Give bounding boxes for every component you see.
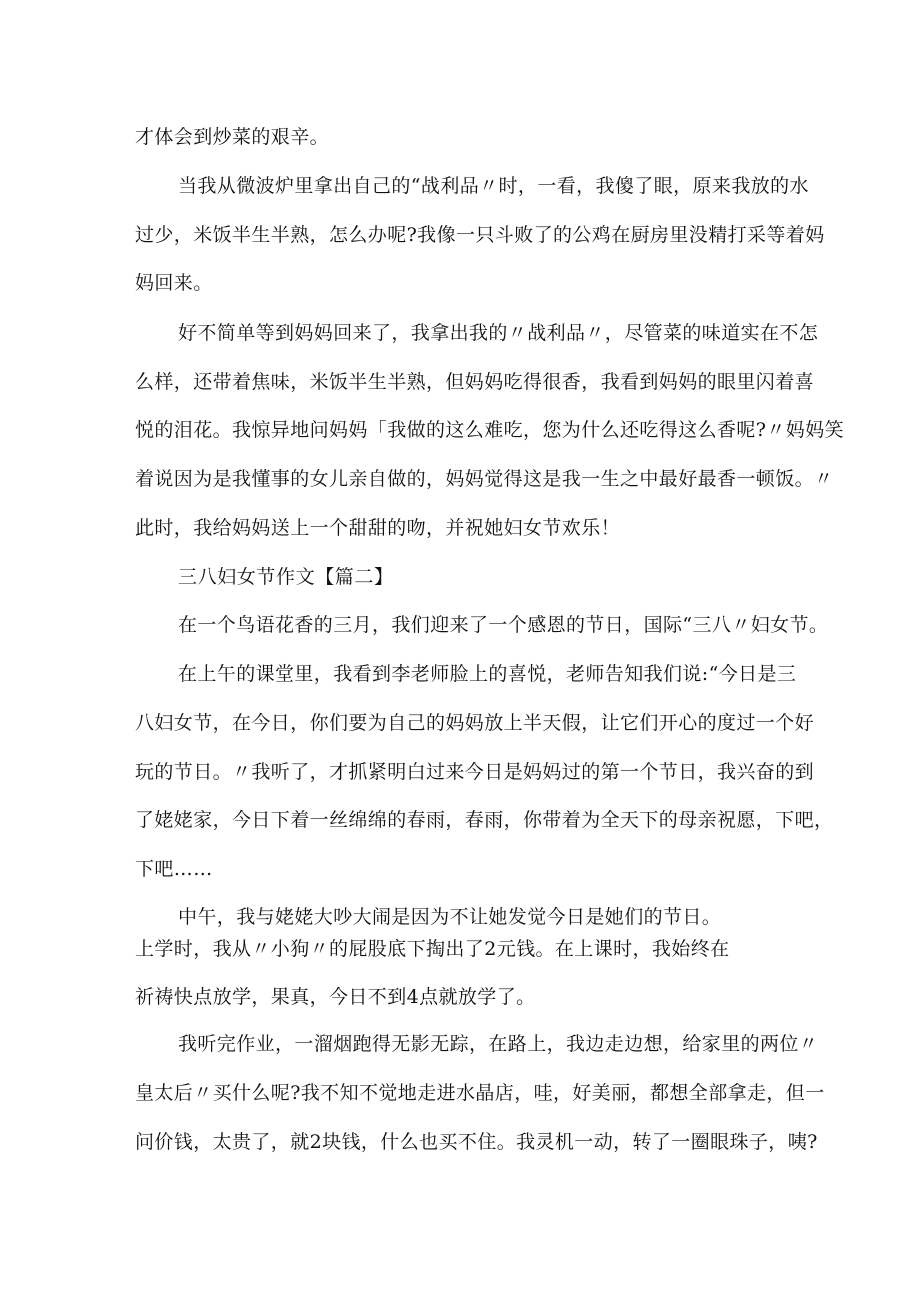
text-line: 妈回来。 (135, 272, 213, 294)
text-line: 过少，米饭半生半熟，怎么办呢?我像一只斗败了的公鸡在厨房里没精打采等着妈 (135, 224, 825, 246)
text-line: 下吧…… (135, 858, 213, 880)
text-line: 在一个鸟语花香的三月，我们迎来了一个感恩的节日，国际“三八〃妇女节。 (178, 614, 829, 636)
text-line: 皇太后〃买什么呢?我不知不觉地走进水晶店，哇，好美丽，都想全部拿走，但一 (135, 1082, 825, 1104)
text-line: 玩的节日。〃我听了，才抓紧明白过来今日是妈妈过的第一个节日，我兴奋的到 (135, 761, 815, 783)
text-line: 当我从微波炉里拿出自己的“战利品〃时，一看，我傻了眼，原来我放的水 (178, 175, 809, 197)
text-line: 在上午的课堂里，我看到李老师脸上的喜悦，老师告知我们说:“今日是三 (178, 663, 797, 685)
text-line: 祈祷快点放学，果真，今日不到4点就放学了。 (135, 986, 536, 1008)
text-line: 问价钱，太贵了，就2块钱，什么也买不住。我灵机一动，转了一圈眼珠子，咦? (135, 1131, 818, 1153)
text-line: 中午，我与姥姥大吵大闹是因为不让她发觉今日是她们的节日。 (178, 906, 722, 928)
text-line: 着说因为是我懂事的女儿亲自做的，妈妈觉得这是我一生之中最好最香一顿饭。〃 (135, 468, 834, 490)
text-line: 好不简单等到妈妈回来了，我拿出我的〃战利品〃，尽管菜的味道实在不怎 (178, 322, 819, 344)
text-line: 了姥姥家，今日下着一丝绵绵的春雨，春雨，你带着为全天下的母亲祝愿，下吧， (135, 809, 834, 831)
section-heading: 三八妇女节作文【篇二】 (178, 566, 394, 588)
text-line: 上学时，我从〃小狗〃的屁股底下掏出了2元钱。在上课时，我始终在 (135, 938, 730, 960)
text-line: 八妇女节，在今日，你们要为自己的妈妈放上半天假，让它们开心的度过一个好 (135, 712, 815, 734)
text-line: 才体会到炒菜的艰辛。 (135, 126, 330, 148)
text-line: 么样，还带着焦味，米饭半生半熟，但妈妈吃得很香，我看到妈妈的眼里闪着喜 (135, 371, 815, 393)
text-line: 我听完作业，一溜烟跑得无影无踪，在路上，我边走边想，给家里的两位〃 (178, 1033, 819, 1055)
text-line: 此时，我给妈妈送上一个甜甜的吻，并祝她妇女节欢乐！ (135, 517, 621, 539)
text-line: 悦的泪花。我惊异地问妈妈「我做的这么难吃，您为什么还吃得这么香呢?〃妈妈笑 (135, 419, 844, 441)
